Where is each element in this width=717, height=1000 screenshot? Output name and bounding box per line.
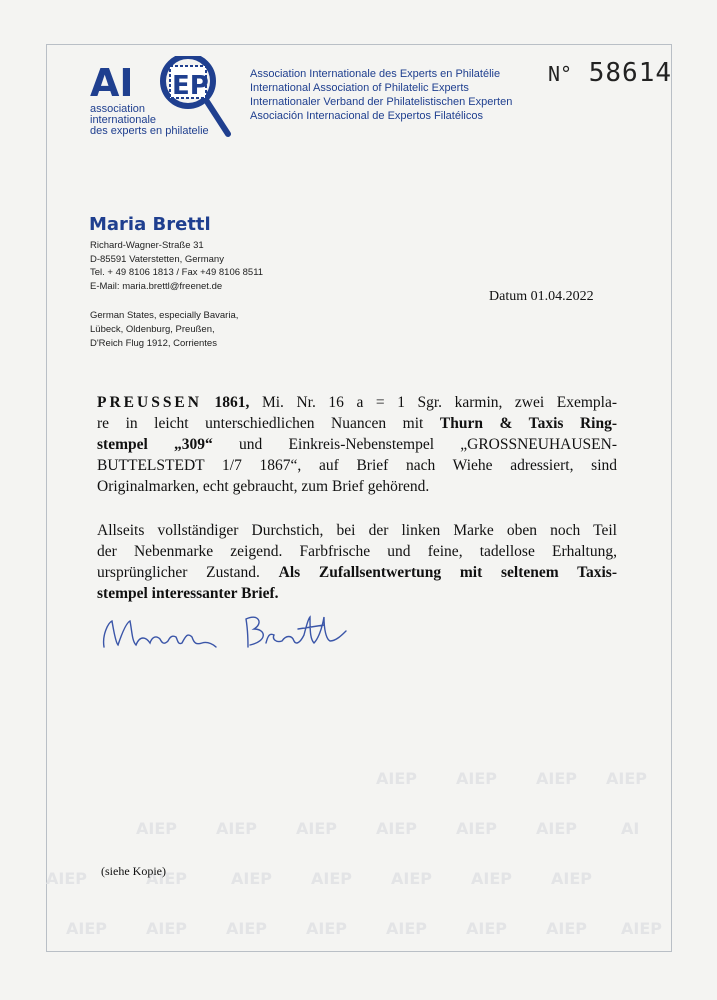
logo-subtitle-2: internationale [90, 114, 157, 126]
svg-text:AIEP: AIEP [146, 919, 187, 938]
handwritten-signature [98, 605, 378, 665]
svg-text:AIEP: AIEP [536, 769, 577, 788]
p1-line-5: Originalmarken, echt gebraucht, zum Brief gehörend. [97, 478, 430, 495]
svg-text:AIEP: AIEP [216, 819, 257, 838]
logo-subtitle-1: association [90, 103, 146, 115]
svg-text:AIEP: AIEP [46, 869, 87, 888]
p2-line-2: der Nebenmarke zeigend. Farbfrische und feine, tadellose Erhaltung, [97, 543, 617, 560]
address-phone: Tel. + 49 8106 1813 / Fax +49 8106 8511 [90, 267, 264, 278]
p1-line-4: BUTTELSTEDT 1/7 1867“, auf Brief nach Wiehe adressiert, sind [97, 457, 617, 474]
expert-address [90, 239, 263, 293]
assoc-name-en: International Association of Philatelic Experts [250, 82, 469, 94]
svg-text:AIEP: AIEP [311, 869, 352, 888]
assoc-name-de: Internationaler Verband der Philatelistischen Experten [250, 96, 513, 108]
specialty-line-1: German States, especially Bavaria, [90, 310, 239, 321]
svg-text:AIEP: AIEP [136, 819, 177, 838]
svg-text:AI: AI [621, 819, 640, 838]
logo-subtitle-3: des experts en philatelie [90, 125, 209, 137]
svg-text:AIEP: AIEP [546, 919, 587, 938]
copy-note: (siehe Kopie) [101, 864, 166, 878]
p1-line-1: PREUSSEN 1861, Mi. Nr. 16 a = 1 Sgr. karmin, zwei Exempla- [97, 394, 617, 411]
description-paragraph [97, 392, 617, 497]
p2-line-4: stempel interessanter Brief. [97, 585, 279, 602]
svg-text:AIEP: AIEP [536, 819, 577, 838]
svg-text:AIEP: AIEP [466, 919, 507, 938]
certificate-number-label: N° [548, 62, 573, 86]
address-city: D-85591 Vaterstetten, Germany [90, 253, 224, 265]
svg-text:AIEP: AIEP [231, 869, 272, 888]
svg-text:AIEP: AIEP [146, 869, 187, 888]
svg-text:AIEP: AIEP [456, 769, 497, 788]
svg-text:AIEP: AIEP [66, 919, 107, 938]
p1-line-3: stempel „309“ und Einkreis-Nebenstempel „GROSSNEUHAUSEN- [97, 436, 617, 453]
certificate-number-value: 58614 [588, 58, 673, 88]
p2-line-1: Allseits vollständiger Durchstich, bei der linken Marke oben noch Teil [97, 522, 617, 539]
svg-text:AIEP: AIEP [551, 869, 592, 888]
certificate-date: Datum 01.04.2022 [489, 289, 594, 304]
svg-text:EP: EP [172, 71, 209, 101]
condition-paragraph [97, 520, 617, 604]
address-email[interactable]: E-Mail: maria.brettl@freenet.de [90, 280, 223, 292]
association-names [250, 67, 512, 123]
svg-text:AIEP: AIEP [386, 919, 427, 938]
specialty-line-2: Lübeck, Oldenburg, Preußen, [90, 324, 215, 335]
svg-text:AIEP: AIEP [471, 869, 512, 888]
aiep-logo [88, 56, 238, 146]
p2-line-3: ursprünglicher Zustand. Als Zufallsentwertung mit seltenem Taxis- [97, 564, 618, 581]
svg-text:AIEP: AIEP [606, 769, 647, 788]
svg-text:AI: AI [90, 61, 134, 105]
svg-text:AIEP: AIEP [456, 819, 497, 838]
svg-text:AIEP: AIEP [376, 819, 417, 838]
expert-specialties [90, 309, 238, 351]
specialty-line-3: D'Reich Flug 1912, Corrientes [90, 338, 217, 349]
svg-text:AIEP: AIEP [226, 919, 267, 938]
address-street: Richard-Wagner-Straße 31 [90, 240, 204, 251]
svg-text:AIEP: AIEP [376, 769, 417, 788]
svg-text:AIEP: AIEP [391, 869, 432, 888]
svg-text:AIEP: AIEP [306, 919, 347, 938]
svg-text:AIEP: AIEP [296, 819, 337, 838]
expert-name: Maria Brettl [89, 214, 211, 235]
p1-line-2: re in leicht unterschiedlichen Nuancen mit Thurn & Taxis Ring- [97, 415, 617, 432]
aiep-watermark-pattern [46, 700, 672, 950]
assoc-name-fr: Association Internationale des Experts en Philatélie [250, 68, 501, 80]
assoc-name-es: Asociación Internacional de Expertos Filatélicos [250, 110, 483, 122]
svg-text:AIEP: AIEP [621, 919, 662, 938]
certificate-number [548, 58, 672, 88]
